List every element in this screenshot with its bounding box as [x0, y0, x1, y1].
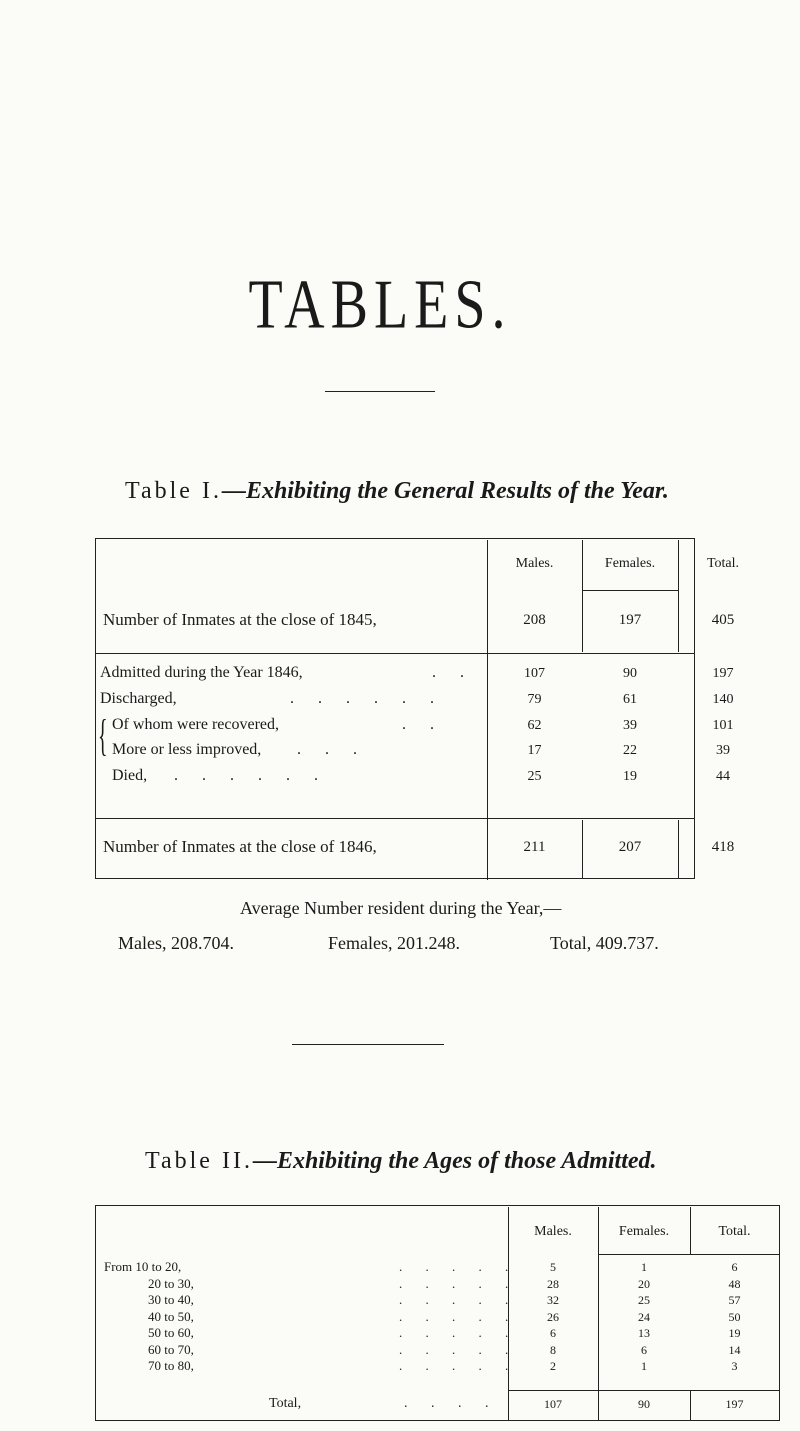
table1-header-females: Females.	[604, 556, 656, 571]
table1-closing-label: Number of Inmates at the close of 1846,	[103, 837, 377, 856]
table1-opening-males: 208	[523, 612, 546, 628]
table2-label: Table II.	[145, 1148, 253, 1174]
row-label: Total,	[269, 1396, 302, 1411]
average-total: Total, 409.737.	[550, 933, 659, 953]
row-males: 28	[547, 1276, 559, 1291]
table1-header-males: Males.	[515, 556, 554, 571]
row-total: 48	[728, 1276, 741, 1291]
row-leader: . . . . . .	[174, 767, 328, 784]
row-total: 6	[731, 1260, 738, 1274]
row-leader: . . . . .	[399, 1308, 519, 1324]
row-males: 26	[547, 1309, 559, 1324]
row-males: 25	[527, 769, 542, 784]
row-females: 90	[638, 1397, 650, 1411]
table2-row	[104, 1358, 784, 1380]
row-total: 14	[728, 1342, 741, 1357]
table2-header-males: Males.	[534, 1224, 572, 1239]
row-females: 90	[623, 666, 637, 681]
row-label: From 10 to 20,	[104, 1259, 182, 1274]
average-males: Males, 208.704.	[118, 933, 234, 953]
row-label: Died,	[112, 767, 148, 784]
row-females: 25	[638, 1293, 650, 1307]
row-label: Of whom were recovered,	[112, 716, 280, 733]
row-label: 30 to 40,	[148, 1292, 194, 1307]
table2-header-total: Total.	[718, 1224, 751, 1239]
table1-header-total: Total.	[706, 556, 740, 571]
table1-heading	[125, 478, 669, 505]
row-total: 101	[712, 718, 734, 733]
table1-bottom-rule	[95, 878, 695, 879]
row-females: 13	[638, 1326, 650, 1340]
row-females: 39	[623, 718, 637, 733]
row-females: 1	[641, 1359, 647, 1373]
row-leader: . .	[402, 716, 444, 733]
table1-closing-males: 211	[523, 839, 546, 855]
row-males: 32	[547, 1293, 559, 1307]
row-males: 2	[550, 1359, 556, 1373]
row-label: 40 to 50,	[148, 1308, 194, 1324]
row-leader: . . .	[297, 741, 367, 758]
table1-closing-total: 418	[711, 839, 735, 855]
row-males: 6	[550, 1326, 556, 1340]
row-males: 107	[544, 1397, 562, 1411]
row-males: 79	[527, 692, 542, 707]
row-females: 20	[638, 1276, 650, 1291]
row-label: 20 to 30,	[148, 1275, 194, 1291]
table1-caption: —Exhibiting the General Results of the Year.	[221, 478, 669, 504]
row-leader: . . . . .	[399, 1259, 519, 1274]
table2-total-rule	[508, 1390, 779, 1391]
table2-heading	[145, 1148, 657, 1175]
row-total: 57	[728, 1293, 741, 1307]
row-total: 50	[728, 1309, 741, 1324]
row-leader: . . . . .	[399, 1325, 519, 1340]
row-label: Discharged,	[100, 690, 177, 707]
row-total: 140	[712, 692, 734, 707]
average-heading: Average Number resident during the Year,—	[240, 898, 562, 918]
row-leader: . . . . . .	[290, 690, 444, 707]
row-total: 44	[716, 769, 730, 784]
row-total: 39	[716, 743, 730, 758]
table1-opening-label: Number of Inmates at the close of 1845,	[103, 610, 377, 629]
row-total: 197	[712, 666, 734, 681]
row-leader: . . . . .	[399, 1341, 519, 1357]
table1-opening-total: 405	[711, 612, 735, 628]
row-leader: . . . . .	[399, 1292, 519, 1307]
row-total: 197	[725, 1397, 744, 1411]
table1-top-rule	[95, 538, 695, 539]
table1-mid-rule	[95, 653, 695, 654]
row-females: 24	[638, 1309, 650, 1324]
table1-label: Table I.	[125, 478, 222, 504]
row-males: 8	[550, 1342, 556, 1357]
section-divider	[292, 1044, 444, 1045]
row-males: 107	[524, 666, 545, 681]
row-females: 22	[623, 743, 637, 758]
row-label: 70 to 80,	[148, 1358, 194, 1373]
row-total: 19	[728, 1326, 741, 1340]
row-total: 3	[731, 1359, 738, 1373]
table2-header-underline	[598, 1254, 779, 1255]
table1-left-border	[95, 538, 96, 878]
table1-row	[112, 767, 730, 797]
table1-lower-rule	[95, 818, 695, 819]
page-title: TABLES.	[248, 266, 512, 344]
table2-header-females: Females.	[618, 1224, 670, 1239]
row-males: 62	[527, 718, 542, 733]
row-label: More or less improved,	[112, 741, 262, 758]
row-females: 6	[641, 1342, 647, 1357]
row-females: 19	[623, 769, 637, 784]
row-leader: . . . . .	[399, 1275, 519, 1291]
row-label: 50 to 60,	[148, 1325, 194, 1340]
row-leader: . . . . .	[399, 1358, 519, 1373]
table1-brace: {	[98, 711, 108, 760]
row-label: Admitted during the Year 1846,	[100, 664, 303, 681]
row-leader: . .	[432, 664, 474, 681]
table2-left-border	[95, 1205, 96, 1420]
table2-base-rule	[95, 1420, 780, 1421]
row-label: 60 to 70,	[148, 1341, 194, 1357]
table1-header-underline	[582, 590, 678, 591]
row-females: 1	[641, 1260, 647, 1274]
row-females: 61	[623, 692, 637, 707]
row-males: 17	[527, 743, 542, 758]
average-females: Females, 201.248.	[328, 933, 460, 953]
table2-total-row	[104, 1396, 784, 1418]
table2-top-rule	[95, 1205, 780, 1206]
row-males: 5	[550, 1260, 556, 1274]
table2-caption: —Exhibiting the Ages of those Admitted.	[252, 1148, 657, 1174]
row-leader: . . . .	[404, 1396, 499, 1411]
title-divider	[325, 391, 435, 392]
table1-opening-females: 197	[618, 612, 642, 628]
table1-closing-females: 207	[618, 839, 642, 855]
